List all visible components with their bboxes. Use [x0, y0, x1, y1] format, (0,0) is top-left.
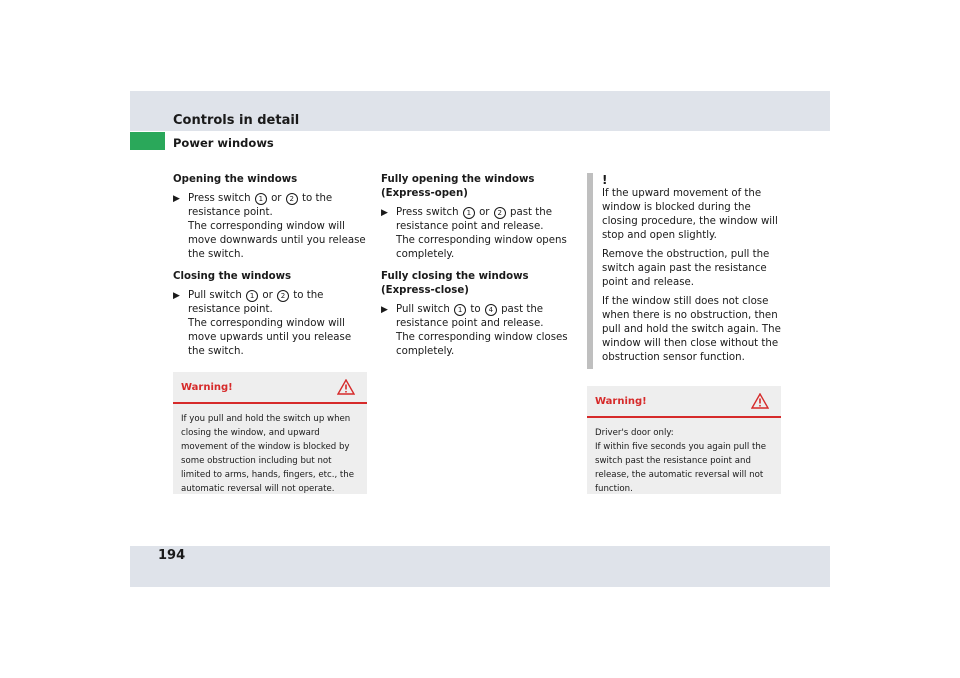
heading-express-open: Fully opening the windows (Express-open): [381, 174, 535, 199]
warning-text: If you pull and hold the switch up when closing the window, and upward movement of the window is blocked by some obstruction including but not limited to arms, hands, fingers, etc., the automatic reversal will not operate.: [181, 414, 355, 494]
note-bar: [587, 173, 593, 369]
chapter-title: Controls in detail: [173, 113, 300, 128]
footer-band: [130, 546, 830, 587]
note-block: [602, 173, 784, 365]
switch-number-badge: 1: [463, 207, 475, 219]
heading-opening: Opening the windows: [173, 174, 298, 185]
step-opening: [173, 192, 368, 220]
warning-triangle-icon: [337, 379, 355, 395]
result-closing: The corresponding window will move upwards until you release the switch.: [188, 318, 352, 357]
warning-label: Warning!: [595, 396, 647, 407]
step-text: Press switch 1 or 2 to the resistance point.: [188, 193, 333, 218]
switch-number-badge: 1: [255, 193, 267, 205]
section-title: Power windows: [173, 136, 274, 150]
switch-number-badge: 2: [277, 290, 289, 302]
warning-body: [587, 418, 781, 496]
step-text: Press switch 1 or 2 past the resistance point and release.: [396, 207, 552, 232]
warning-body: [173, 404, 367, 496]
section-marker: [130, 132, 165, 150]
heading-express-close: Fully closing the windows (Express-close): [381, 271, 529, 296]
bullet-arrow-icon: ▶: [173, 291, 180, 301]
warning-label: Warning!: [181, 382, 233, 393]
warning-box-2: [587, 386, 781, 494]
result-express-open: The corresponding window opens completely.: [396, 235, 567, 260]
warning-header: [587, 386, 781, 418]
warning-text: If within five seconds you again pull the switch past the resistance point and release, the automatic reversal will not function.: [595, 442, 767, 494]
note-paragraph: Remove the obstruction, pull the switch again past the resistance point and release.: [602, 249, 770, 288]
warning-triangle-icon: [751, 393, 769, 409]
heading-closing: Closing the windows: [173, 271, 292, 282]
switch-number-badge: 1: [454, 304, 466, 316]
step-text: Pull switch 1 to 4 past the resistance point and release.: [396, 304, 544, 329]
result-express-close: The corresponding window closes completely.: [396, 332, 568, 357]
note-mark: !: [602, 173, 608, 187]
step-closing: [173, 289, 368, 317]
column-2: [381, 173, 577, 359]
warning-line: Driver's door only:: [595, 428, 674, 438]
warning-box-1: [173, 372, 367, 494]
note-paragraph: If the window still does not close when there is no obstruction, then pull and hold the switch again. The window will then close without the obstruction sensor function.: [602, 296, 781, 363]
step-express-open: [381, 206, 577, 234]
step-express-close: [381, 303, 577, 331]
switch-number-badge: 2: [494, 207, 506, 219]
switch-number-badge: 1: [246, 290, 258, 302]
warning-header: [173, 372, 367, 404]
page-number: 194: [158, 548, 186, 563]
bullet-arrow-icon: ▶: [381, 305, 388, 315]
bullet-arrow-icon: ▶: [173, 194, 180, 204]
column-1: [173, 173, 368, 359]
result-opening: The corresponding window will move downwards until you release the switch.: [188, 221, 366, 260]
step-text: Pull switch 1 or 2 to the resistance point.: [188, 290, 324, 315]
switch-number-badge: 2: [286, 193, 298, 205]
switch-number-badge: 4: [485, 304, 497, 316]
note-paragraph: If the upward movement of the window is blocked during the closing procedure, the window will stop and open slightly.: [602, 188, 778, 241]
bullet-arrow-icon: ▶: [381, 208, 388, 218]
